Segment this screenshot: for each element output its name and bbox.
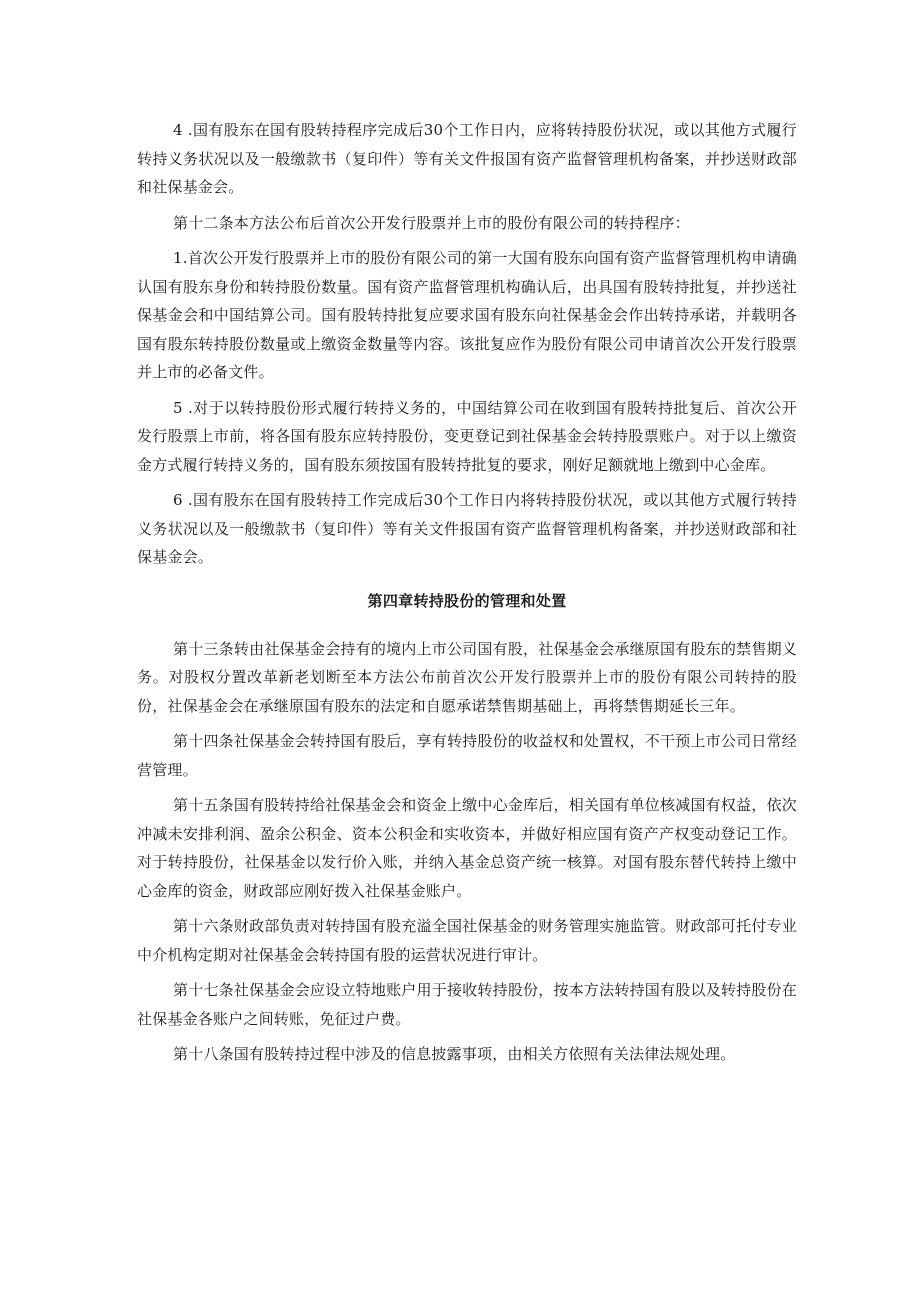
- paragraph-article-18: 第十八条国有股转持过程中涉及的信息披露事项，由相关方依照有关法律法规处理。: [173, 1045, 736, 1063]
- paragraph-article-17: 第十七条社保基金会应设立特地账户用于接收转持股份，按本方法转持国有股以及转持股份在社保基金各账户之间转账，免征过户费。: [137, 981, 797, 1028]
- paragraph-article-13: 第十三条转由社保基金会持有的境内上市公司国有股，社保基金会承继原国有股东的禁售期义务。对股权分置改革新老划断至本方法公布前首次公开发行股票并上市的股份有限公司转持的股份，社保基金会在承继原国有股东的法定和自愿承诺禁售期基础上，再将禁售期延长三年。: [137, 639, 797, 715]
- paragraph-article-14: 第十四条社保基金会转持国有股后，享有转持股份的收益权和处置权，不干预上市公司日常经营管理。: [137, 732, 797, 779]
- paragraph-article-16: 第十六条财政部负责对转持国有股充溢全国社保基金的财务管理实施监管。财政部可托付专业中介机构定期对社保基金会转持国有股的运营状况进行审计。: [137, 917, 797, 964]
- paragraph-item-1: 1.首次公开发行股票并上市的股份有限公司的第一大国有股东向国有资产监督管理机构申请确认国有股东身份和转持股份数量。国有资产监督管理机构确认后，出具国有股转持批复，并抄送社保基金会和中国结算公司。国有股转持批复应要求国有股东向社保基金会作出转持承诺，并载明各国有股东转持股份数量或上缴资金数量等内容。该批复应作为股份有限公司申请首次公开发行股票并上市的必备文件。: [137, 249, 797, 381]
- paragraph-article-12: 第十二条本方法公布后首次公开发行股票并上市的股份有限公司的转持程序：: [173, 213, 690, 232]
- paragraph-article-15: 第十五条国有股转持给社保基金会和资金上缴中心金库后，相关国有单位核减国有权益，依次冲减未安排利润、盈余公积金、资本公积金和实收资本，并做好相应国有资产产权变动登记工作。对于转持股份，社保基金以发行价入账，并纳入基金总资产统一核算。对国有股东替代转持上缴中心金库的资金，财政部应刚好拨入社保基金账户。: [137, 796, 797, 900]
- document-body: [137, 116, 797, 1076]
- chapter-heading: 第四章转持股份的管理和处置: [367, 591, 567, 610]
- paragraph-item-6: 6 .国有股东在国有股转持工作完成后30个工作日内将转持股份状况，或以其他方式履行转持义务状况以及一般缴款书（复印件）等有关文件报国有资产监督管理机构备案，并抄送财政部和社保基金会。: [137, 491, 797, 566]
- paragraph-item-4: 4 .国有股东在国有股转持程序完成后30个工作日内，应将转持股份状况，或以其他方式履行转持义务状况以及一般缴款书（复印件）等有关文件报国有资产监督管理机构备案，并抄送财政部和社保基金会。: [137, 121, 797, 196]
- paragraph-item-5: 5 .对于以转持股份形式履行转持义务的，中国结算公司在收到国有股转持批复后、首次公开发行股票上市前，将各国有股东应转持股份，变更登记到社保基金会转持股票账户。对于以上缴资金方式履行转持义务的，国有股东须按国有股转持批复的要求，刚好足额就地上缴到中心金库。: [137, 398, 797, 474]
